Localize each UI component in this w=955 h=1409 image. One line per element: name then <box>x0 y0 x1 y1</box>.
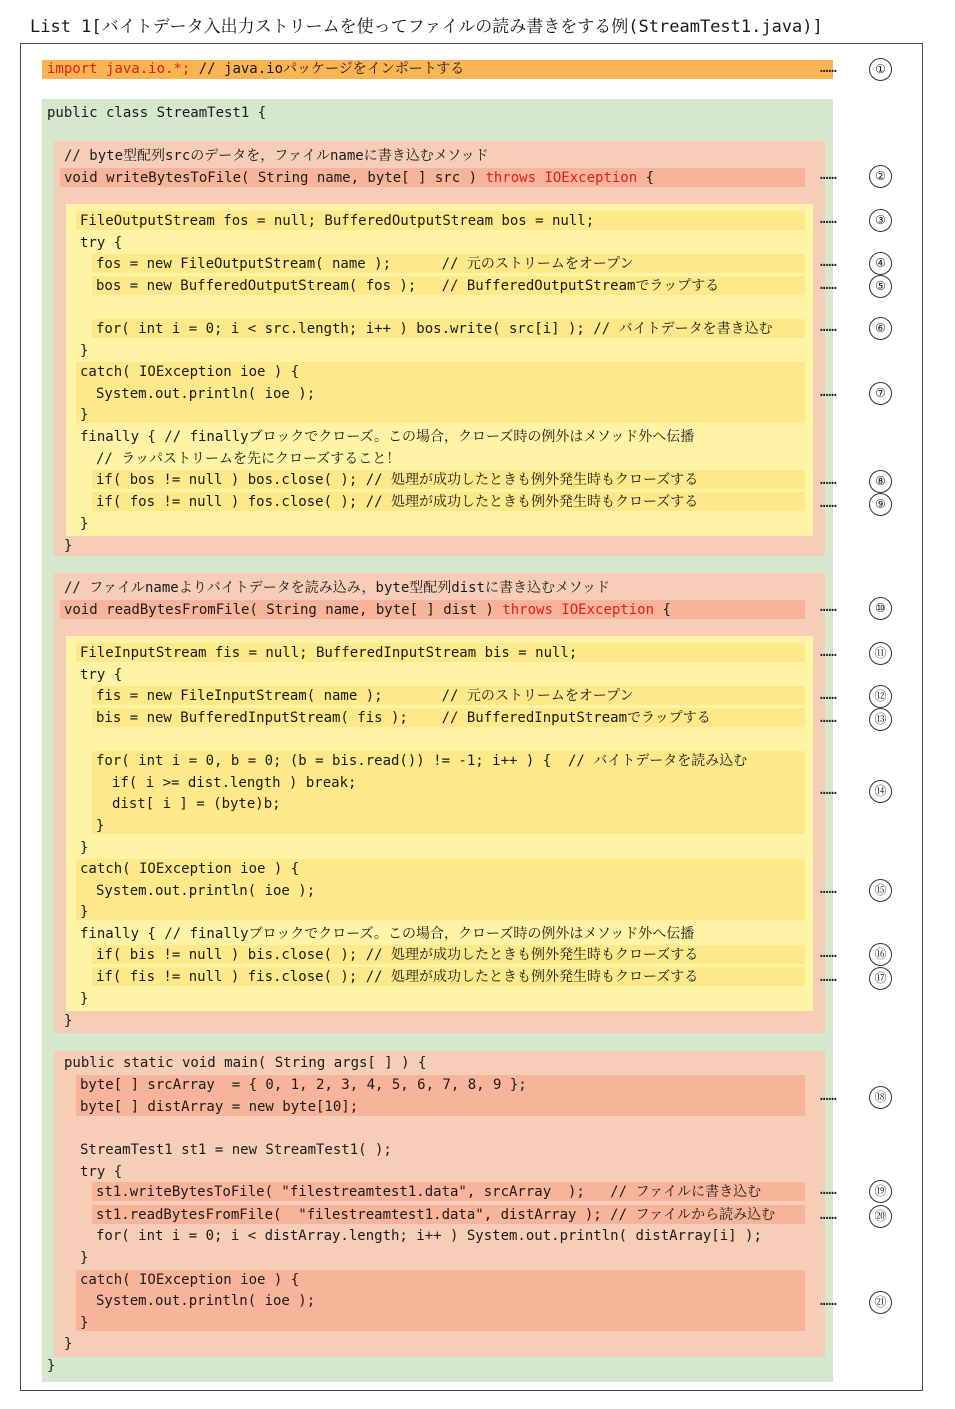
code-line: if( i >= dist.length ) break; <box>112 775 357 791</box>
marker-14: ⑭ <box>869 780 892 803</box>
code-line: for( int i = 0, b = 0; (b = bis.read()) != -1; i++ ) { // バイトデータを読み込む <box>96 753 748 769</box>
marker-21: ㉑ <box>869 1291 892 1314</box>
leader-dots: …… <box>820 495 837 511</box>
marker-13: ⑬ <box>869 708 892 731</box>
code-line: finally { // finallyブロックでクローズ。この場合，クローズ時の例外はメソッド外へ伝播 <box>80 429 695 445</box>
leader-dots: …… <box>820 254 837 270</box>
leader-dots: …… <box>820 644 837 660</box>
code-line: byte[ ] srcArray = { 0, 1, 2, 3, 4, 5, 6, 7, 8, 9 }; <box>80 1077 527 1093</box>
marker-11: ⑪ <box>869 642 892 665</box>
code-line: try { <box>80 667 123 683</box>
code-line: catch( IOException ioe ) { <box>80 1272 300 1288</box>
code-line: } <box>80 407 89 423</box>
code-line: dist[ i ] = (byte)b; <box>112 796 281 812</box>
code-comment: // ファイルnameよりバイトデータを読み込み，byte型配列distに書き込むメソッド <box>64 580 610 596</box>
leader-dots: …… <box>820 167 837 183</box>
code-line: public static void main( String args[ ] ) { <box>64 1055 427 1071</box>
code-comment: // byte型配列srcのデータを，ファイルnameに書き込むメソッド <box>64 148 489 164</box>
marker-8: ⑧ <box>869 470 892 493</box>
code-line: System.out.println( ioe ); <box>96 1293 316 1309</box>
code-line: } <box>80 840 89 856</box>
leader-dots: …… <box>820 710 837 726</box>
code-line-read-signature: void readBytesFromFile( String name, byte[ ] dist ) throws IOException { <box>64 602 671 618</box>
code-line: } <box>80 1250 89 1266</box>
code-line: } <box>80 904 89 920</box>
leader-dots: …… <box>820 384 837 400</box>
marker-16: ⑯ <box>869 943 892 966</box>
marker-4: ④ <box>869 252 892 275</box>
marker-15: ⑮ <box>869 879 892 902</box>
marker-2: ② <box>869 165 892 188</box>
code-line: for( int i = 0; i < src.length; i++ ) bos.write( src[i] ); // バイトデータを書き込む <box>96 321 773 337</box>
marker-18: ⑱ <box>869 1086 892 1109</box>
marker-20: ⑳ <box>869 1205 892 1228</box>
code-line: try { <box>80 235 123 251</box>
code-comment: // ラッパストリームを先にクローズすること！ <box>96 451 401 467</box>
marker-5: ⑤ <box>869 275 892 298</box>
code-line-write-signature: void writeBytesToFile( String name, byte[ ] src ) throws IOException { <box>64 170 655 186</box>
leader-dots: …… <box>820 211 837 227</box>
leader-dots: …… <box>820 782 837 798</box>
marker-6: ⑥ <box>869 317 892 340</box>
leader-dots: …… <box>820 1207 837 1223</box>
marker-1: ① <box>869 58 892 81</box>
code-line: fis = new FileInputStream( name ); // 元のストリームをオープン <box>96 688 634 704</box>
code-line: FileOutputStream fos = null; BufferedOutputStream bos = null; <box>80 213 595 229</box>
code-line: st1.readBytesFromFile( "filestreamtest1.data", distArray ); // ファイルから読み込む <box>96 1207 776 1223</box>
marker-10: ⑩ <box>869 597 892 620</box>
code-line: bis = new BufferedInputStream( fis ); // BufferedInputStreamでラップする <box>96 710 711 726</box>
code-line: finally { // finallyブロックでクローズ。この場合，クローズ時の例外はメソッド外へ伝播 <box>80 926 695 942</box>
marker-9: ⑨ <box>869 493 892 516</box>
code-line: catch( IOException ioe ) { <box>80 364 300 380</box>
leader-dots: …… <box>820 277 837 293</box>
leader-dots: …… <box>820 472 837 488</box>
code-line: st1.writeBytesToFile( "filestreamtest1.data", srcArray ); // ファイルに書き込む <box>96 1184 762 1200</box>
marker-7: ⑦ <box>869 382 892 405</box>
listing-title: List 1[バイトデータ入出力ストリームを使ってファイルの読み書きをする例(StreamTest1.java)] <box>30 17 823 37</box>
leader-dots: …… <box>820 881 837 897</box>
code-line: System.out.println( ioe ); <box>96 883 316 899</box>
leader-dots: …… <box>820 945 837 961</box>
leader-dots: …… <box>820 60 837 76</box>
code-line: if( fos != null ) fos.close( ); // 処理が成功したときも例外発生時もクローズする <box>96 494 699 510</box>
code-line: StreamTest1 st1 = new StreamTest1( ); <box>80 1142 392 1158</box>
code-line: } <box>64 1013 73 1029</box>
leader-dots: …… <box>820 969 837 985</box>
marker-12: ⑫ <box>869 685 892 708</box>
code-line: } <box>96 818 105 834</box>
code-line: } <box>64 538 73 554</box>
marker-3: ③ <box>869 209 892 232</box>
marker-17: ⑰ <box>869 967 892 990</box>
leader-dots: …… <box>820 687 837 703</box>
leader-dots: …… <box>820 1088 837 1104</box>
code-line: byte[ ] distArray = new byte[10]; <box>80 1099 359 1115</box>
code-line: for( int i = 0; i < distArray.length; i++ ) System.out.println( distArray[i] ); <box>96 1228 762 1244</box>
leader-dots: …… <box>820 599 837 615</box>
code-line: System.out.println( ioe ); <box>96 386 316 402</box>
code-line: fos = new FileOutputStream( name ); // 元のストリームをオープン <box>96 256 634 272</box>
code-line: if( bos != null ) bos.close( ); // 処理が成功したときも例外発生時もクローズする <box>96 472 699 488</box>
code-line: if( bis != null ) bis.close( ); // 処理が成功したときも例外発生時もクローズする <box>96 947 699 963</box>
code-line: catch( IOException ioe ) { <box>80 861 300 877</box>
leader-dots: …… <box>820 319 837 335</box>
code-line: } <box>64 1336 73 1352</box>
code-line: FileInputStream fis = null; BufferedInputStream bis = null; <box>80 645 578 661</box>
code-line: } <box>80 516 89 532</box>
code-line: try { <box>80 1164 123 1180</box>
code-line-import: import java.io.*; // java.ioパッケージをインポートする <box>47 61 465 77</box>
code-line: } <box>80 343 89 359</box>
code-line: bos = new BufferedOutputStream( fos ); // BufferedOutputStreamでラップする <box>96 278 720 294</box>
leader-dots: …… <box>820 1293 837 1309</box>
leader-dots: …… <box>820 1182 837 1198</box>
code-line: } <box>47 1358 56 1374</box>
marker-19: ⑲ <box>869 1180 892 1203</box>
code-line: if( fis != null ) fis.close( ); // 処理が成功したときも例外発生時もクローズする <box>96 969 699 985</box>
code-line: } <box>80 1315 89 1331</box>
code-line: } <box>80 991 89 1007</box>
code-line: public class StreamTest1 { <box>47 105 267 121</box>
